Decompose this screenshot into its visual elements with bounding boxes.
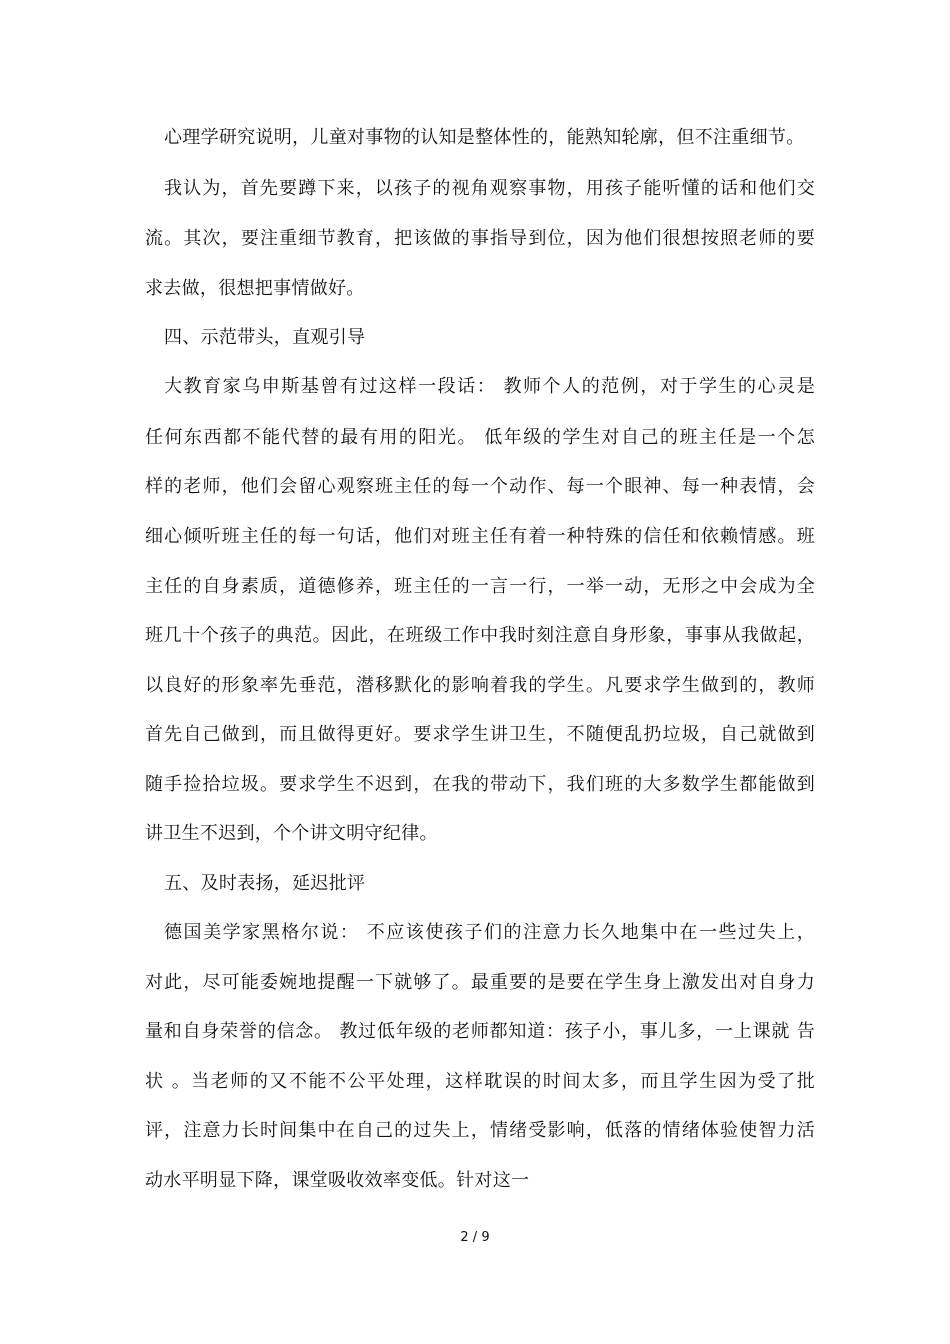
section-heading: 四、示范带头，直观引导 xyxy=(164,327,366,348)
text-line: 评，注意力长时间集中在自己的过失上，情绪受影响，低落的情绪体验使智力活 xyxy=(145,1120,815,1141)
text-line: 心理学研究说明，儿童对事物的认知是整体性的，能熟知轮廓，但不注重细节。 xyxy=(164,127,805,148)
text-line: 首先自己做到，而且做得更好。要求学生讲卫生，不随便乱扔垃圾，自己就做到 xyxy=(145,724,815,745)
text-line: 大教育家乌申斯基曾有过这样一段话： 教师个人的范例，对于学生的心灵是 xyxy=(164,376,815,397)
text-line: 班几十个孩子的典范。因此，在班级工作中我时刻注意自身形象，事事从我做起， xyxy=(145,625,815,646)
text-line: 样的老师，他们会留心观察班主任的每一个动作、每一个眼神、每一种表情，会 xyxy=(145,476,815,497)
text-line: 状 。当老师的又不能不公平处理，这样耽误的时间太多，而且学生因为受了批 xyxy=(145,1071,815,1092)
text-line: 主任的自身素质，道德修养，班主任的一言一行，一举一动，无形之中会成为全 xyxy=(145,576,815,597)
text-line: 流。其次，要注重细节教育，把该做的事指导到位，因为他们很想按照老师的要 xyxy=(145,228,815,249)
text-line: 任何东西都不能代替的最有用的阳光。 低年级的学生对自己的班主任是一个怎 xyxy=(145,427,815,448)
text-line: 讲卫生不迟到，个个讲文明守纪律。 xyxy=(145,823,438,844)
text-line: 对此，尽可能委婉地提醒一下就够了。最重要的是要在学生身上激发出对自身力 xyxy=(145,972,815,993)
text-line: 求去做，很想把事情做好。 xyxy=(145,278,365,299)
page-number: 2 / 9 xyxy=(460,1230,490,1245)
section-heading: 五、及时表扬，延迟批评 xyxy=(164,873,366,894)
text-line: 量和自身荣誉的信念。 教过低年级的老师都知道：孩子小，事儿多，一上课就 告 xyxy=(145,1021,815,1042)
text-line: 动水平明显下降，课堂吸收效率变低。针对这一 xyxy=(145,1170,530,1191)
text-line: 我认为，首先要蹲下来，以孩子的视角观察事物，用孩子能听懂的话和他们交 xyxy=(164,178,815,199)
text-line: 细心倾听班主任的每一句话，他们对班主任有着一种特殊的信任和依赖情感。班 xyxy=(145,526,815,547)
text-line: 随手捡拾垃圾。要求学生不迟到，在我的带动下，我们班的大多数学生都能做到 xyxy=(145,774,815,795)
text-line: 以良好的形象率先垂范，潜移默化的影响着我的学生。凡要求学生做到的，教师 xyxy=(145,675,815,696)
text-line: 德国美学家黑格尔说： 不应该使孩子们的注意力长久地集中在一些过失上， xyxy=(164,922,815,943)
